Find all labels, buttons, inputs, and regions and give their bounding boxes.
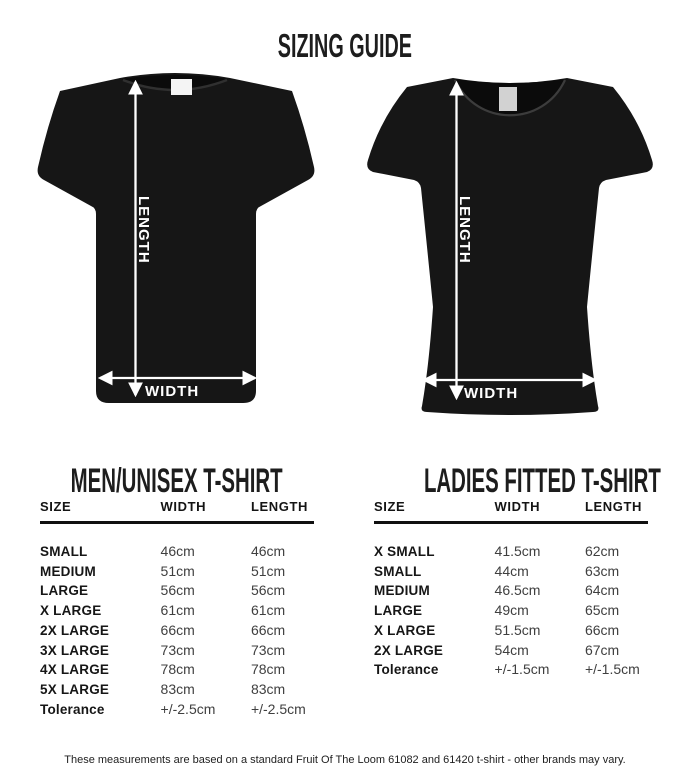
- ladies-tshirt-silhouette: [367, 78, 653, 415]
- width-cell: 61cm: [160, 602, 195, 619]
- length-cell: 62cm: [584, 543, 620, 559]
- table-row: [374, 601, 648, 621]
- table-row: [40, 562, 314, 582]
- size-cell: X LARGE: [40, 603, 102, 619]
- width-cell: 41.5cm: [494, 543, 541, 559]
- table-row: [40, 660, 314, 680]
- table-row: [374, 641, 648, 661]
- length-cell: 56cm: [250, 582, 286, 599]
- length-column-header: LENGTH: [585, 499, 648, 523]
- length-cell: 46cm: [250, 543, 286, 559]
- width-cell: +/-1.5cm: [494, 661, 550, 678]
- size-cell: Tolerance: [374, 662, 439, 678]
- size-column-header: SIZE: [40, 499, 161, 523]
- ladies-section-heading: LADIES FITTED T-SHIRT: [423, 462, 661, 501]
- mens-section-heading: MEN/UNISEX T-SHIRT: [70, 462, 283, 501]
- size-cell: LARGE: [374, 603, 423, 619]
- ladies-tshirt-image: [360, 64, 660, 418]
- mens-size-table: [40, 499, 314, 719]
- width-cell: 54cm: [494, 641, 529, 658]
- length-cell: 51cm: [250, 562, 286, 579]
- size-cell: X SMALL: [374, 544, 435, 559]
- size-cell: 2X LARGE: [40, 622, 110, 638]
- width-cell: 83cm: [160, 680, 195, 697]
- table-row: [40, 523, 314, 562]
- length-cell: 65cm: [584, 602, 620, 619]
- width-column-header: WIDTH: [161, 499, 251, 523]
- table-row: [40, 581, 314, 601]
- length-cell: +/-1.5cm: [584, 661, 640, 678]
- ladies-neck-tag: [499, 87, 517, 111]
- width-cell: 44cm: [494, 562, 529, 579]
- length-cell: 66cm: [250, 621, 286, 638]
- size-cell: Tolerance: [40, 701, 105, 717]
- length-cell: 78cm: [250, 661, 286, 678]
- size-cell: MEDIUM: [40, 563, 96, 579]
- size-cell: X LARGE: [374, 622, 436, 638]
- size-cell: MEDIUM: [374, 583, 430, 599]
- length-cell: 61cm: [250, 602, 286, 619]
- table-row: [374, 562, 648, 582]
- length-cell: 64cm: [584, 582, 620, 599]
- width-cell: 66cm: [160, 621, 195, 638]
- table-row: [40, 680, 314, 700]
- size-column-header: SIZE: [374, 499, 495, 523]
- table-row: [40, 700, 314, 720]
- length-column-header: LENGTH: [251, 499, 314, 523]
- measurement-disclaimer: These measurements are based on a standard Fruit Of The Loom 61082 and 61420 t-shirt - other brands may vary.: [64, 754, 626, 766]
- mens-neck-tag: [171, 79, 192, 95]
- width-cell: +/-2.5cm: [160, 700, 216, 717]
- mens-width-label: WIDTH: [145, 383, 200, 400]
- size-cell: LARGE: [40, 583, 89, 599]
- size-cell: 5X LARGE: [40, 681, 110, 697]
- table-header-row: [374, 499, 648, 523]
- width-cell: 51.5cm: [494, 621, 541, 638]
- size-cell: 2X LARGE: [374, 642, 444, 658]
- mens-tshirt-image: [35, 65, 317, 409]
- length-cell: 83cm: [250, 680, 286, 697]
- size-cell: SMALL: [374, 563, 422, 579]
- table-row: [40, 621, 314, 641]
- length-cell: +/-2.5cm: [250, 700, 306, 717]
- ladies-size-table: [374, 499, 648, 680]
- table-header-row: [40, 499, 314, 523]
- mens-length-label: LENGTH: [135, 196, 152, 264]
- size-cell: SMALL: [40, 544, 88, 559]
- table-row: [374, 581, 648, 601]
- size-cell: 3X LARGE: [40, 642, 110, 658]
- width-cell: 51cm: [160, 562, 195, 579]
- width-cell: 73cm: [160, 641, 195, 658]
- length-cell: 66cm: [584, 621, 620, 638]
- ladies-width-label: WIDTH: [464, 385, 519, 402]
- width-cell: 78cm: [160, 661, 195, 678]
- mens-tshirt-silhouette: [38, 73, 315, 403]
- length-cell: 73cm: [250, 641, 286, 658]
- width-cell: 46cm: [160, 543, 195, 559]
- size-cell: 4X LARGE: [40, 662, 110, 678]
- length-cell: 67cm: [584, 641, 620, 658]
- table-row: [40, 641, 314, 661]
- ladies-length-label: LENGTH: [456, 196, 473, 264]
- table-row: [374, 660, 648, 680]
- width-column-header: WIDTH: [495, 499, 585, 523]
- table-row: [40, 601, 314, 621]
- table-row: [374, 523, 648, 562]
- table-row: [374, 621, 648, 641]
- page-title: SIZING GUIDE: [277, 27, 413, 65]
- width-cell: 56cm: [160, 582, 195, 599]
- length-cell: 63cm: [584, 562, 620, 579]
- width-cell: 49cm: [494, 602, 529, 619]
- width-cell: 46.5cm: [494, 582, 541, 599]
